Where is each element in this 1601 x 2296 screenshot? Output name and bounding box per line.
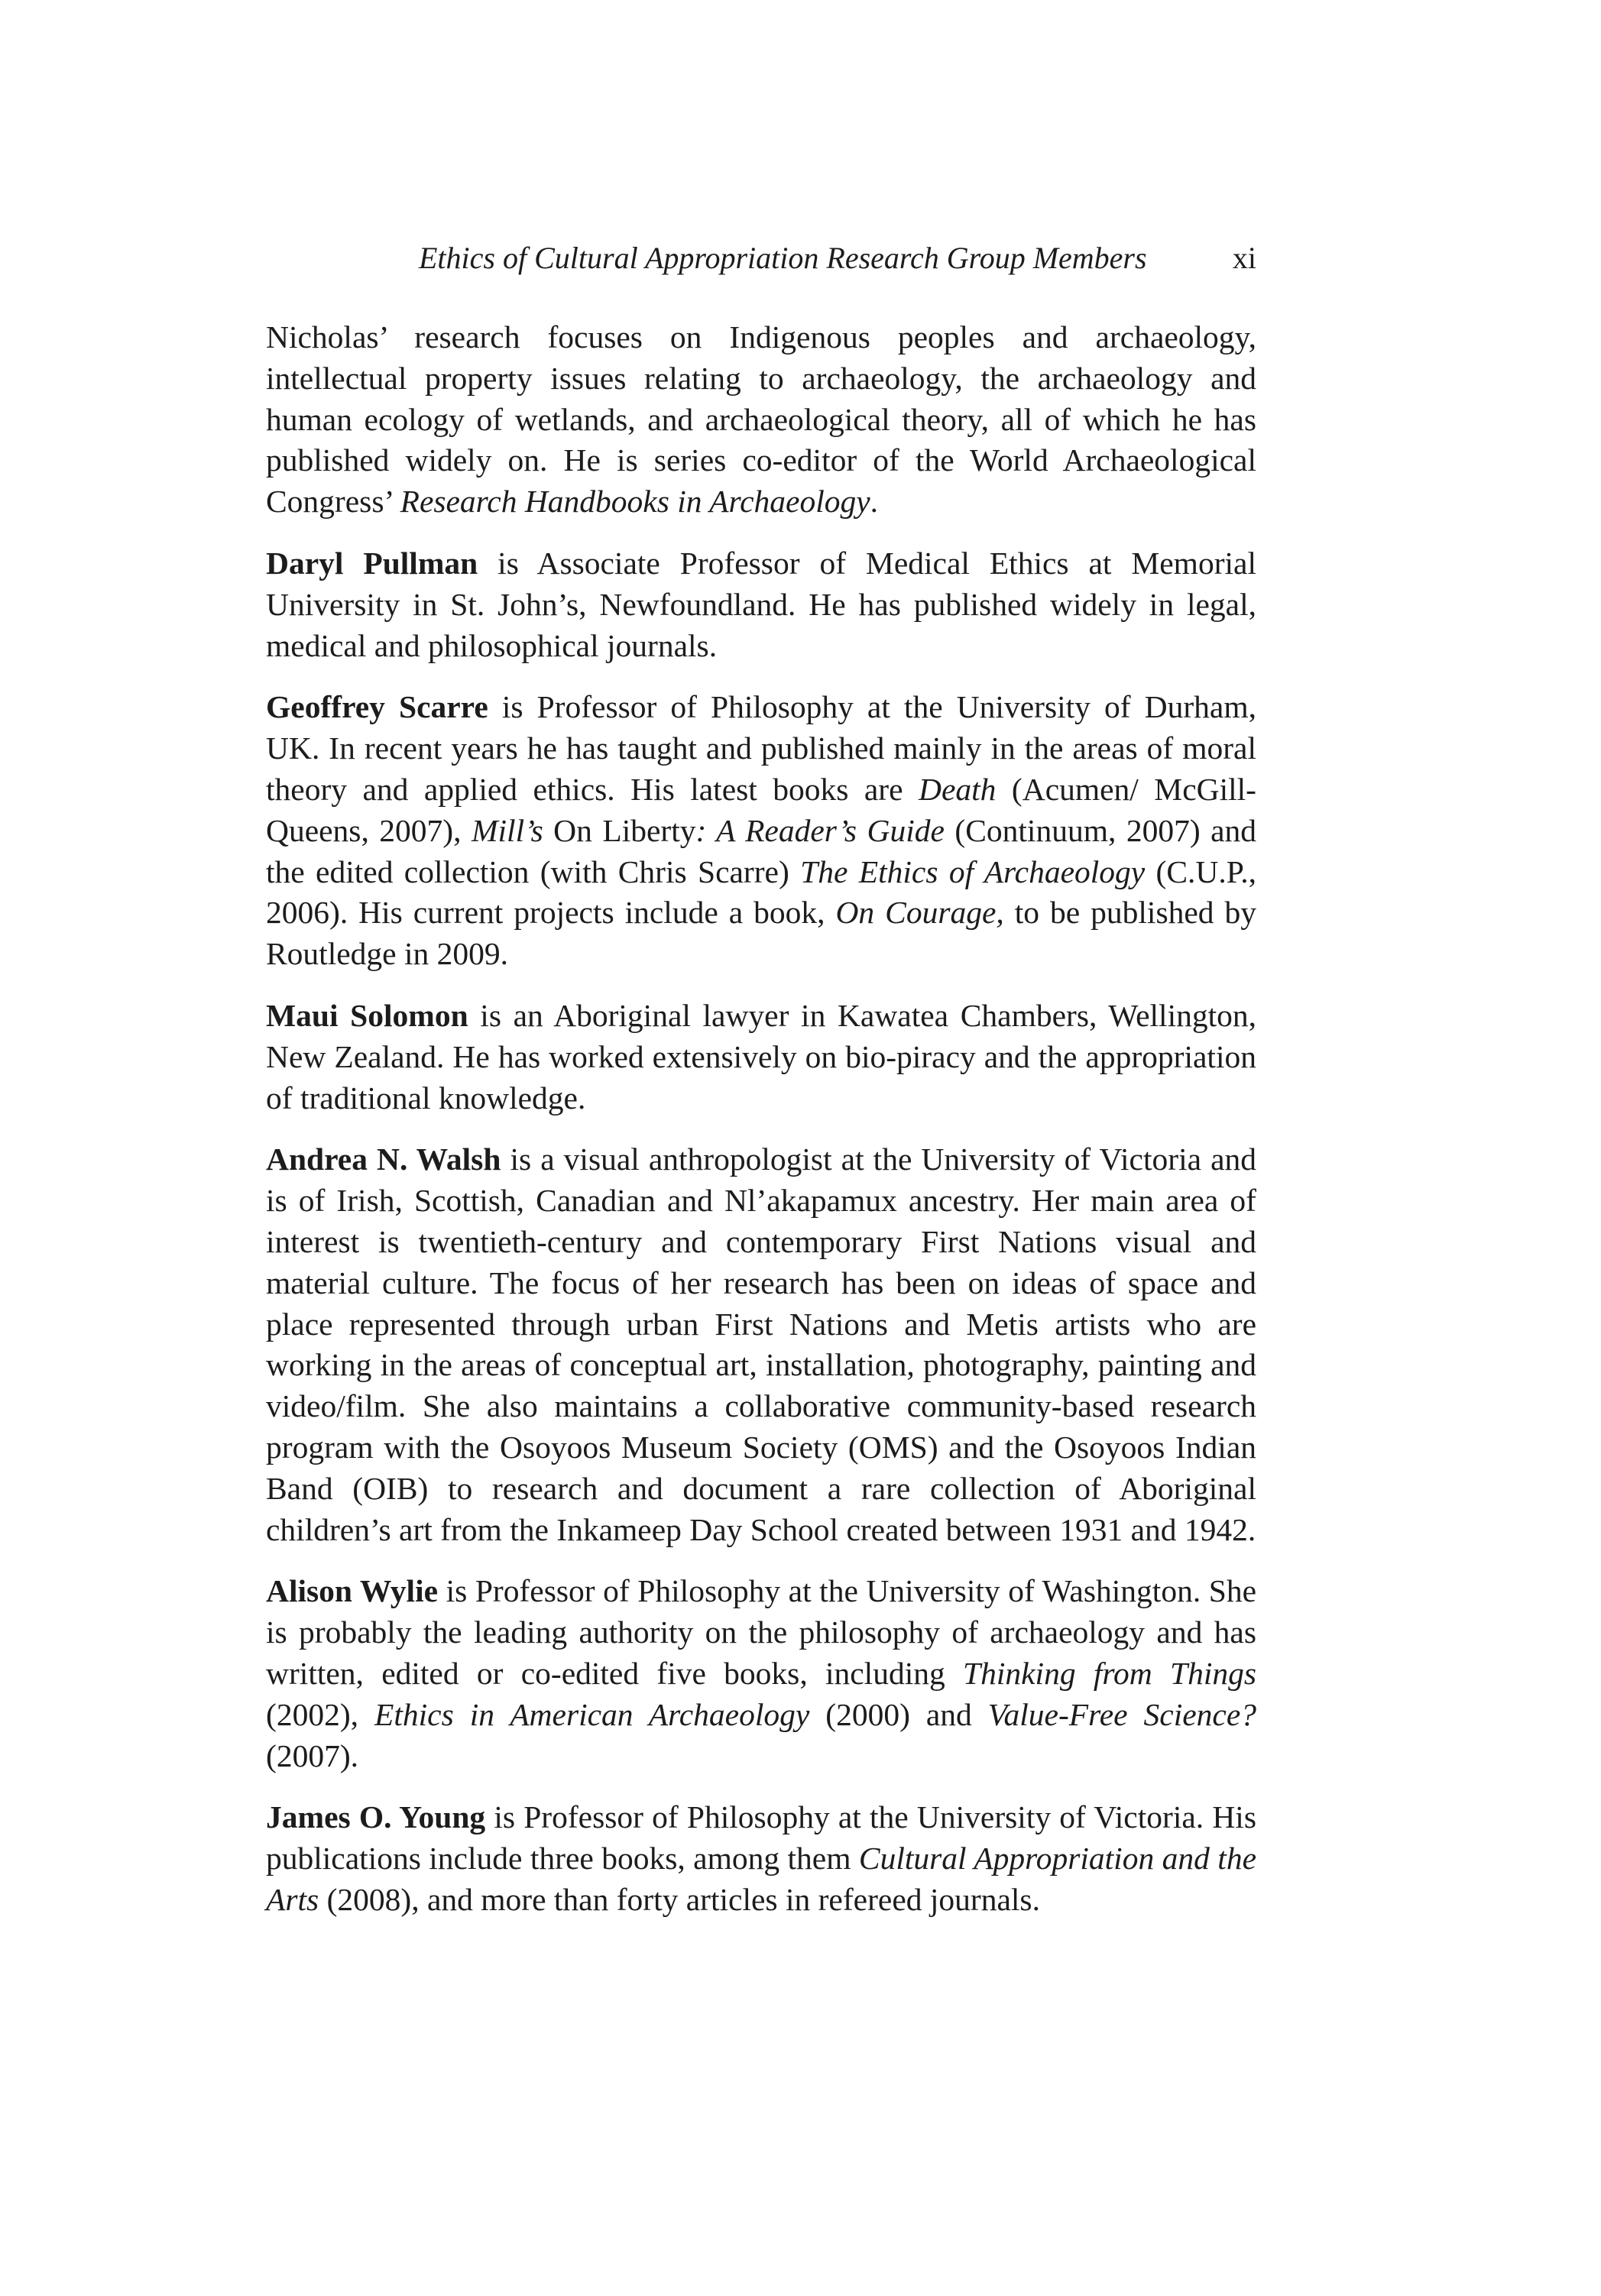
contributor-name: Andrea N. Walsh xyxy=(266,1142,501,1177)
running-head xyxy=(266,235,1256,281)
series-title: Research Handbooks in Archaeology xyxy=(400,484,870,520)
book-title: Ethics in American Archaeology xyxy=(374,1696,810,1732)
entry-text: is Professor of Philosophy at the University of Washington. She is probably the leading authority on the philosophy of archaeology and has written, edited or co-edited five books, including xyxy=(266,1573,1257,1691)
book-title: Death xyxy=(919,771,997,807)
entry-text: (Acumen/ McGill-Queens, 2007), xyxy=(266,771,1257,848)
contributor-name: Alison Wylie xyxy=(266,1573,439,1609)
contributor-entry-pullman xyxy=(266,543,1256,666)
page-number: xi xyxy=(1232,241,1256,275)
entry-text: (2008), and more than forty articles in refereed journals. xyxy=(319,1881,1040,1917)
entry-text: . xyxy=(870,484,879,520)
book-title: On Courage, xyxy=(835,895,1004,931)
entry-text: Nicholas’ research focuses on Indigenous peoples and archaeology, intellectual property issues relating to archaeology, the archaeology and human ecology of wetlands, and archaeological theory, all of which he has published widely on. He is series co-editor of the World Archaeological Congress’ xyxy=(266,319,1256,520)
entry-text: (C.U.P., 2006). His current projects include a book, xyxy=(266,853,1257,931)
entry-text: On Liberty xyxy=(543,812,696,848)
contributor-name: Daryl Pullman xyxy=(266,545,478,581)
running-head-title: Ethics of Cultural Appropriation Research Group Members xyxy=(419,241,1147,275)
contributor-entry-scarre xyxy=(266,687,1256,975)
contributor-name: Geoffrey Scarre xyxy=(266,689,488,725)
contributor-name: Maui Solomon xyxy=(266,997,468,1033)
entry-text: is a visual anthropologist at the University of Victoria and is of Irish, Scottish, Canadian and Nl’akapamux ancestry. Her main area of interest is twentieth-century and contemporary First Nations visual and material culture. The focus of her research has been on ideas of space and place represented through urban First Nations and Metis artists who are working in the areas of conceptual art, installation, photography, painting and video/film. She also maintains a collaborative community-based research program with the Osoyoos Museum Society (OMS) and the Osoyoos Indian Band (OIB) to research and document a rare collection of Aboriginal children’s art from the Inkameep Day School created between 1931 and 1942. xyxy=(266,1142,1256,1547)
entry-text: (2000) and xyxy=(809,1696,988,1732)
entry-text: (2002), xyxy=(266,1696,374,1732)
book-title: Mill’s xyxy=(471,812,543,848)
entry-text: is Associate Professor of Medical Ethics at Memorial University in St. John’s, Newfoundland. He has published widely in legal, medical and philosophical journals. xyxy=(266,545,1257,663)
entry-text: (Continuum, 2007) and the edited collection (with Chris Scarre) xyxy=(266,812,1257,889)
contributor-entry-nicholas-continued xyxy=(266,317,1256,523)
contributor-entry-young xyxy=(266,1797,1256,1920)
book-title: Cultural Appropriation and the Arts xyxy=(266,1841,1256,1917)
entry-text: is Professor of Philosophy at the University of Durham, UK. In recent years he has taught and published mainly in the areas of moral theory and applied ethics. His latest books are xyxy=(266,689,1256,807)
contributor-list xyxy=(266,317,1256,1941)
entry-text: is Professor of Philosophy at the University of Victoria. His publications include three books, among them xyxy=(266,1799,1256,1877)
contributor-entry-walsh xyxy=(266,1139,1256,1550)
entry-text: is an Aboriginal lawyer in Kawatea Chambers, Wellington, New Zealand. He has worked extensively on bio-piracy and the appropriation of traditional knowledge. xyxy=(266,997,1256,1116)
book-title: Value-Free Science? xyxy=(987,1696,1257,1732)
contributor-entry-wylie xyxy=(266,1571,1256,1776)
entry-text: to be published by Routledge in 2009. xyxy=(266,895,1256,972)
book-title: The Ethics of Archaeology xyxy=(800,853,1146,889)
book-title: Thinking from Things xyxy=(963,1655,1256,1691)
contributor-name: James O. Young xyxy=(266,1799,486,1835)
contributor-entry-solomon xyxy=(266,996,1256,1119)
book-title: : A Reader’s Guide xyxy=(695,812,945,848)
entry-text: (2007). xyxy=(266,1737,359,1773)
